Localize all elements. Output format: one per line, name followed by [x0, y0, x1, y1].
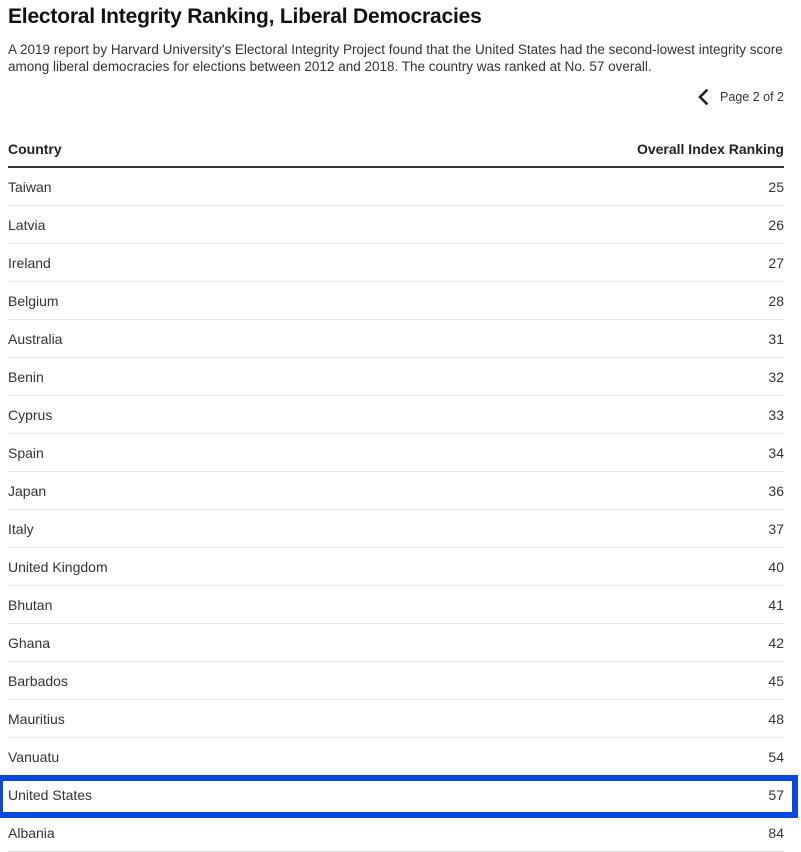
table-row	[8, 396, 784, 434]
country-cell: United States	[8, 786, 93, 803]
table-row-highlighted	[8, 776, 784, 814]
ranking-cell: 34	[768, 444, 784, 461]
country-cell: Australia	[8, 330, 63, 347]
country-cell: United Kingdom	[8, 558, 108, 575]
table-row	[8, 662, 784, 700]
country-cell: Cyprus	[8, 406, 53, 423]
country-cell: Bhutan	[8, 596, 53, 613]
ranking-cell: 28	[768, 292, 784, 309]
ranking-cell: 45	[768, 672, 784, 689]
table-row	[8, 738, 784, 776]
page-title: Electoral Integrity Ranking, Liberal Democracies	[8, 5, 482, 28]
table-row	[8, 472, 784, 510]
ranking-cell: 84	[768, 824, 784, 841]
table-row	[8, 434, 784, 472]
country-cell: Vanuatu	[8, 748, 60, 765]
table-row	[8, 814, 784, 852]
country-cell: Taiwan	[8, 178, 52, 195]
ranking-cell: 26	[768, 216, 784, 233]
ranking-cell: 33	[768, 406, 784, 423]
country-cell: Belgium	[8, 292, 59, 309]
country-cell: Spain	[8, 444, 44, 461]
ranking-cell: 54	[768, 748, 784, 765]
ranking-table	[8, 131, 784, 852]
ranking-cell: 37	[768, 520, 784, 537]
pager	[694, 87, 784, 107]
table-row	[8, 548, 784, 586]
ranking-cell: 57	[768, 786, 784, 803]
column-header-ranking: Overall Index Ranking	[636, 140, 784, 157]
country-cell: Italy	[8, 520, 34, 537]
table-row	[8, 624, 784, 662]
country-cell: Barbados	[8, 672, 68, 689]
table-row	[8, 510, 784, 548]
table-body	[8, 168, 784, 852]
ranking-cell: 31	[768, 330, 784, 347]
chevron-left-icon	[697, 89, 709, 105]
table-row	[8, 282, 784, 320]
ranking-cell: 36	[768, 482, 784, 499]
table-row	[8, 586, 784, 624]
table-row	[8, 206, 784, 244]
country-cell: Ireland	[8, 254, 51, 271]
previous-page-button[interactable]	[694, 87, 712, 107]
table-header	[8, 131, 784, 168]
table-row	[8, 700, 784, 738]
page-subtitle: A 2019 report by Harvard University's Electoral Integrity Project found that the United States had the second-lowest integrity score among liberal democracies for elections between 2012 and 2018. The country was ranked at No. 57 overall.	[8, 42, 783, 74]
ranking-cell: 48	[768, 710, 784, 727]
country-cell: Albania	[8, 824, 55, 841]
table-row	[8, 244, 784, 282]
country-cell: Ghana	[8, 634, 51, 651]
ranking-cell: 42	[768, 634, 784, 651]
page-indicator: Page 2 of 2	[720, 90, 784, 104]
ranking-cell: 25	[768, 178, 784, 195]
country-cell: Latvia	[8, 216, 46, 233]
table-row	[8, 358, 784, 396]
country-cell: Mauritius	[8, 710, 65, 727]
table-row	[8, 168, 784, 206]
country-cell: Japan	[8, 482, 47, 499]
country-cell: Benin	[8, 368, 44, 385]
column-header-country: Country	[8, 140, 62, 157]
table-row	[8, 320, 784, 358]
ranking-cell: 32	[768, 368, 784, 385]
ranking-cell: 27	[768, 254, 784, 271]
ranking-cell: 40	[768, 558, 784, 575]
ranking-cell: 41	[768, 596, 784, 613]
